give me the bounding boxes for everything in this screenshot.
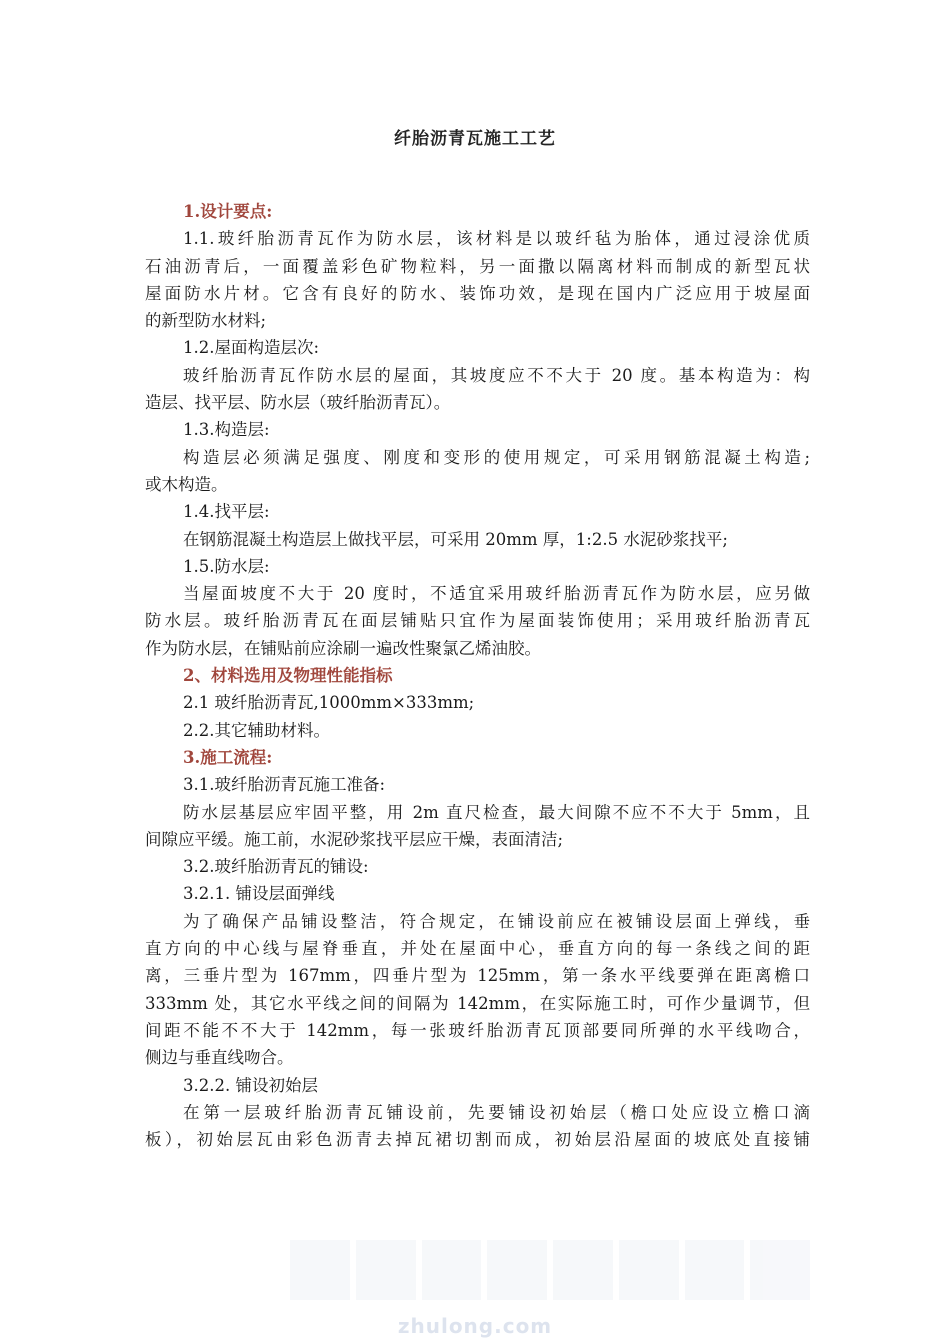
section-heading: 3.施工流程: bbox=[183, 747, 273, 767]
paragraph-line: 1.2.屋面构造层次: bbox=[183, 338, 320, 358]
document-title: 纤胎沥青瓦施工工艺 bbox=[394, 129, 556, 149]
paragraph-line: 直方向的中心线与屋脊垂直，并处在屋面中心，垂直方向的每一条线之间的距 bbox=[145, 939, 810, 959]
paragraph-line: 屋面防水片材。它含有良好的防水、装饰功效，是现在国内广泛应用于坡屋面 bbox=[145, 283, 810, 303]
paragraph-line: 3.2.玻纤胎沥青瓦的铺设: bbox=[183, 857, 369, 877]
paragraph-line: 333mm 处，其它水平线之间的间隔为 142mm，在实际施工时，可作少量调节，但 bbox=[145, 993, 810, 1013]
paragraph-line: 2.2.其它辅助材料。 bbox=[183, 720, 330, 740]
paragraph-line: 石油沥青后，一面覆盖彩色矿物粒料，另一面撒以隔离材料而制成的新型瓦状 bbox=[145, 256, 810, 276]
section-heading: 2、材料选用及物理性能指标 bbox=[183, 666, 393, 686]
paragraph-line: 3.1.玻纤胎沥青瓦施工准备: bbox=[183, 775, 386, 795]
paragraph-line: 为了确保产品铺设整洁，符合规定，在铺设前应在被铺设层面上弹线，垂 bbox=[183, 911, 810, 931]
paragraph-line: 离，三垂片型为 167mm，四垂片型为 125mm，第一条水平线要弹在距离檐口 bbox=[145, 966, 810, 986]
paragraph-line: 1.3.构造层: bbox=[183, 420, 270, 440]
paragraph-line: 或木构造。 bbox=[145, 474, 228, 494]
paragraph-line: 侧边与垂直线吻合。 bbox=[145, 1048, 294, 1068]
paragraph-line: 当屋面坡度不大于 20 度时，不适宜采用玻纤胎沥青瓦作为防水层，应另做 bbox=[183, 584, 810, 604]
paragraph-line: 作为防水层，在铺贴前应涂刷一遍改性聚氯乙烯油胶。 bbox=[145, 638, 541, 658]
paragraph-line: 的新型防水材料; bbox=[145, 311, 267, 331]
paragraph-line: 1.4.找平层: bbox=[183, 502, 270, 522]
paragraph-line: 3.2.1. 铺设层面弹线 bbox=[183, 884, 335, 904]
paragraph-line: 构造层必须满足强度、刚度和变形的使用规定，可采用钢筋混凝土构造; bbox=[183, 447, 810, 467]
paragraph-line: 间距不能不不大于 142mm，每一张玻纤胎沥青瓦顶部要同所弹的水平线吻合， bbox=[145, 1020, 810, 1040]
paragraph-line: 防水层基层应牢固平整，用 2m 直尺检查，最大间隙不应不不大于 5mm，且 bbox=[183, 802, 810, 822]
paragraph-line: 1.1.玻纤胎沥青瓦作为防水层，该材料是以玻纤毡为胎体，通过浸涂优质 bbox=[183, 229, 810, 249]
paragraph-line: 在第一层玻纤胎沥青瓦铺设前，先要铺设初始层（檐口处应设立檐口滴 bbox=[183, 1102, 810, 1122]
paragraph-line: 间隙应平缓。施工前，水泥砂浆找平层应干燥，表面清洁; bbox=[145, 829, 564, 849]
watermark-text: zhulong.com bbox=[397, 1314, 553, 1338]
paragraph-line: 防水层。玻纤胎沥青瓦在面层铺贴只宜作为屋面装饰使用；采用玻纤胎沥青瓦 bbox=[145, 611, 810, 631]
watermark-banner bbox=[290, 1240, 810, 1300]
paragraph-line: 在钢筋混凝土构造层上做找平层，可采用 20mm 厚，1:2.5 水泥砂浆找平; bbox=[183, 529, 728, 549]
paragraph-line: 造层、找平层、防水层（玻纤胎沥青瓦）。 bbox=[145, 393, 451, 413]
paragraph-line: 板），初始层瓦由彩色沥青去掉瓦裙切割而成，初始层沿屋面的坡底处直接铺 bbox=[145, 1130, 810, 1150]
paragraph-line: 玻纤胎沥青瓦作防水层的屋面，其坡度应不不大于 20 度。基本构造为：构 bbox=[183, 365, 810, 385]
document-body bbox=[145, 198, 810, 1153]
paragraph-line: 3.2.2. 铺设初始层 bbox=[183, 1075, 318, 1095]
section-heading: 1.设计要点: bbox=[183, 202, 273, 221]
paragraph-line: 2.1 玻纤胎沥青瓦,1000mm×333mm; bbox=[183, 693, 475, 713]
paragraph-line: 1.5.防水层: bbox=[183, 556, 270, 576]
